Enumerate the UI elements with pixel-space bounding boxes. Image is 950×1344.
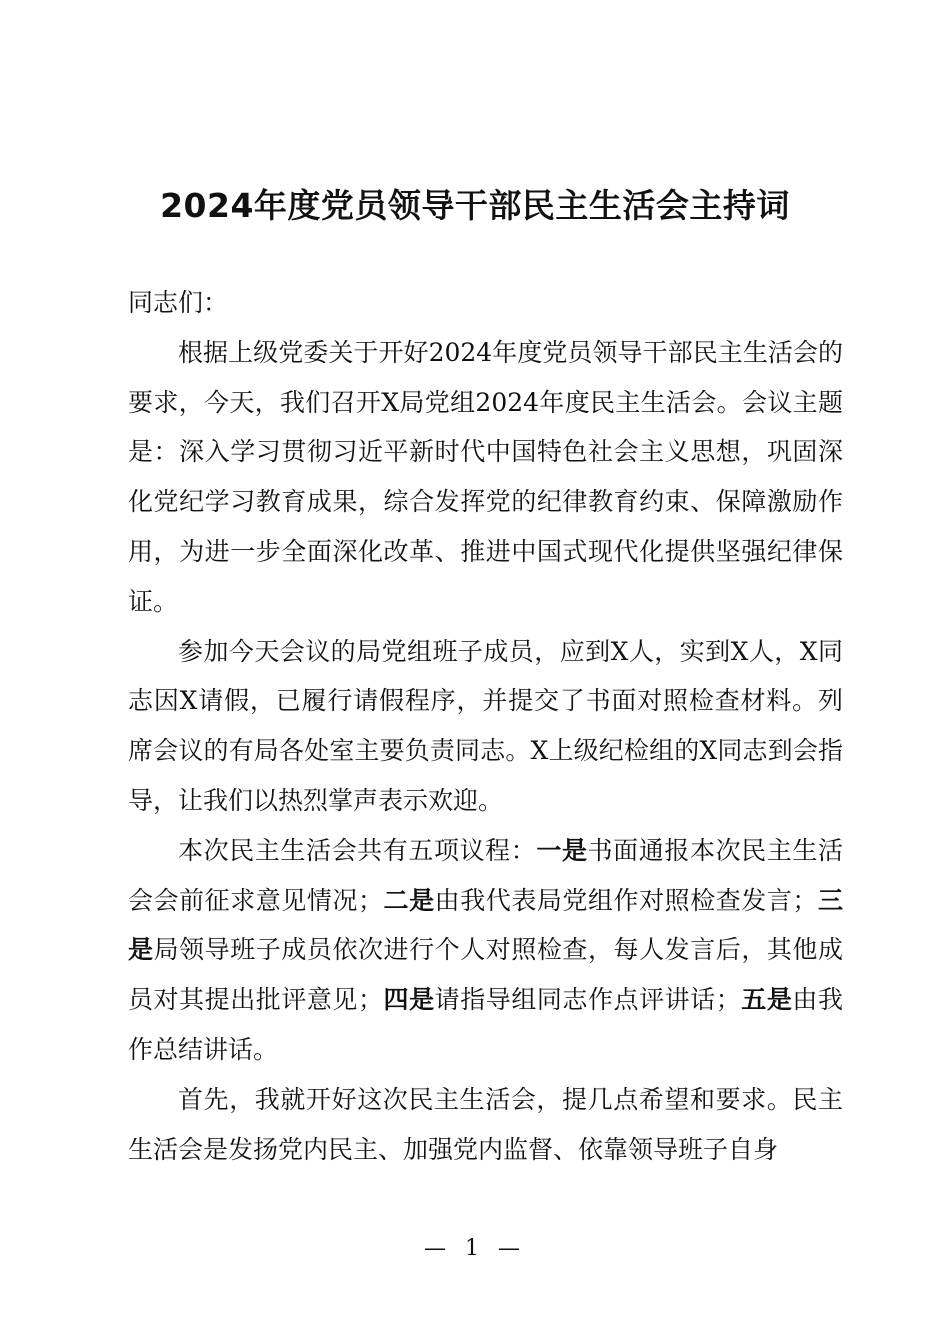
paragraph-meeting-purpose: 根据上级党委关于开好2024年度党员领导干部民主生活会的要求，今天，我们召开X局党组2024年度民主生活会。会议主题是：深入学习贯彻习近平新时代中国特色社会主义思想，巩固深化党纪学习教育成果，综合发挥党的纪律教育约束、保障激励作用，为进一步全面深化改革、推进中国式现代化提供坚强纪律保证。 [128, 337, 843, 616]
salutation: 同志们： [128, 288, 229, 317]
page-number: — 1 — [424, 1236, 526, 1261]
agenda-item-4-text: 请指导组同志作点评讲话； [434, 985, 741, 1015]
agenda-item-3-label: 三是 [128, 885, 843, 965]
document-title: 2024年度党员领导干部民主生活会主持词 [160, 186, 790, 225]
agenda-item-4-label: 四是 [382, 985, 435, 1015]
agenda-item-1-text: 书面通报本次民主生活会会前征求意见情况； [128, 835, 843, 915]
agenda-item-3-text: 局领导班子成员依次进行个人对照检查，每人发言后，其他成员对其提出批评意见； [128, 935, 843, 1015]
paragraph-agenda [128, 826, 843, 1075]
paragraph-requirements: 首先，我就开好这次民主生活会，提几点希望和要求。民主生活会是发扬党内民主、加强党内监督、依靠领导班子自身 [128, 1084, 843, 1164]
agenda-intro: 本次民主生活会共有五项议程： [178, 835, 537, 865]
agenda-item-5-text: 由我作总结讲话。 [128, 985, 843, 1064]
paragraph-attendance: 参加今天会议的局党组班子成员，应到X人，实到X人，X同志因X请假，已履行请假程序，并提交了书面对照检查材料。列席会议的有局各处室主要负责同志。X上级纪检组的X同志到会指导，让我们以热烈掌声表示欢迎。 [128, 636, 843, 815]
agenda-item-1-label: 一是 [536, 835, 588, 865]
agenda-item-2-text: 由我代表局党组作对照检查发言； [434, 885, 818, 915]
document-body [128, 278, 843, 1174]
agenda-item-5-label: 五是 [740, 985, 793, 1015]
agenda-item-2-label: 二是 [382, 885, 435, 915]
